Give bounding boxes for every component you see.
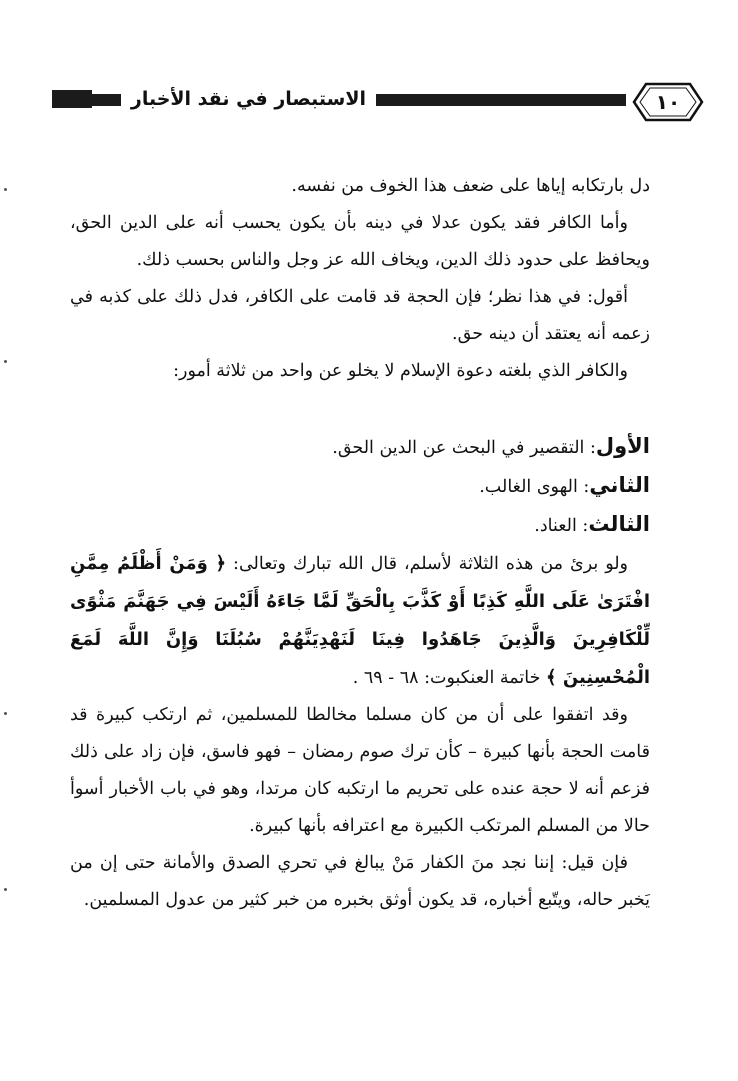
list-item-text: : التقصير في البحث عن الدين الحق. xyxy=(332,438,596,458)
list-item-heading: الثاني xyxy=(589,473,650,497)
paragraph-intro: ولو برئ من هذه الثلاثة لأسلم، قال الله تبارك وتعالى: xyxy=(226,554,629,574)
paragraph: دل بارتكابه إياها على ضعف هذا الخوف من نفسه. xyxy=(291,176,650,196)
list-item-heading: الثالث xyxy=(588,512,650,536)
running-header xyxy=(40,82,706,128)
list-item-text: : العناد. xyxy=(534,516,589,536)
body-text xyxy=(70,168,650,919)
spacer xyxy=(70,390,650,428)
header-ornament xyxy=(52,90,92,108)
list-item xyxy=(70,428,650,467)
margin-mark xyxy=(4,188,7,191)
paragraph xyxy=(70,545,650,697)
list-item-heading: الأول xyxy=(595,434,650,458)
page-number-badge xyxy=(632,82,704,122)
paragraph: أقول: في هذا نظر؛ فإن الحجة قد قامت على الكافر، فدل ذلك على كذبه في زعمه أنه يعتقد أن دينه حق. xyxy=(70,287,650,344)
list-item xyxy=(70,506,650,545)
paragraph: والكافر الذي بلغته دعوة الإسلام لا يخلو عن واحد من ثلاثة أمور: xyxy=(173,361,628,381)
quran-verse: ﴿ وَمَنْ أَظْلَمُ مِمَّنِ افْتَرَىٰ عَلَى اللَّهِ كَذِبًا أَوْ كَذَّبَ بِالْحَقِّ لَمَّا جَاءَهُ أَلَيْسَ فِي جَهَنَّمَ مَثْوًى لِّلْكَافِرِينَ وَالَّذِينَ جَاهَدُوا فِينَا لَنَهْدِيَنَّهُمْ سُبُلَنَا وَإِنَّ اللَّهَ لَمَعَ الْمُحْسِنِينَ ﴾ xyxy=(70,553,650,688)
page-number: ١٠ xyxy=(655,90,681,114)
paragraph: وأما الكافر فقد يكون عدلا في دينه بأن يكون يحسب أنه على الدين الحق، ويحافظ على حدود ذلك الدين، ويخاف الله عز وجل والناس بحسب ذلك. xyxy=(70,213,650,270)
margin-mark xyxy=(4,712,7,715)
running-title: الاستبصار في نقد الأخبار xyxy=(121,84,376,114)
paragraph: فإن قيل: إننا نجد منَ الكفار مَنْ يبالغ في تحري الصدق والأمانة حتى إن من يَخبر حاله، ويتّبع أخباره، قد يكون أوثق بخبره من خبر كثير من عدول المسلمين. xyxy=(70,853,650,910)
list-item-text: : الهوى الغالب. xyxy=(479,477,590,497)
list-item xyxy=(70,467,650,506)
paragraph: وقد اتفقوا على أن من كان مسلما مخالطا للمسلمين، ثم ارتكب كبيرة قد قامت الحجة بأنها كبيرة – كأن ترك صوم رمضان – فهو فاسق، فإن زاد على ذلك فزعم أنه لا حجة عنده على تحريم ما ارتكبه كان مرتدا، وهو في باب الأخبار أسوأ حالا من المسلم المرتكب الكبيرة مع اعترافه بأنها كبيرة. xyxy=(70,705,650,836)
margin-mark xyxy=(4,360,7,363)
verse-reference: خاتمة العنكبوت: ٦٨ - ٦٩ . xyxy=(352,668,546,688)
margin-mark xyxy=(4,888,7,891)
